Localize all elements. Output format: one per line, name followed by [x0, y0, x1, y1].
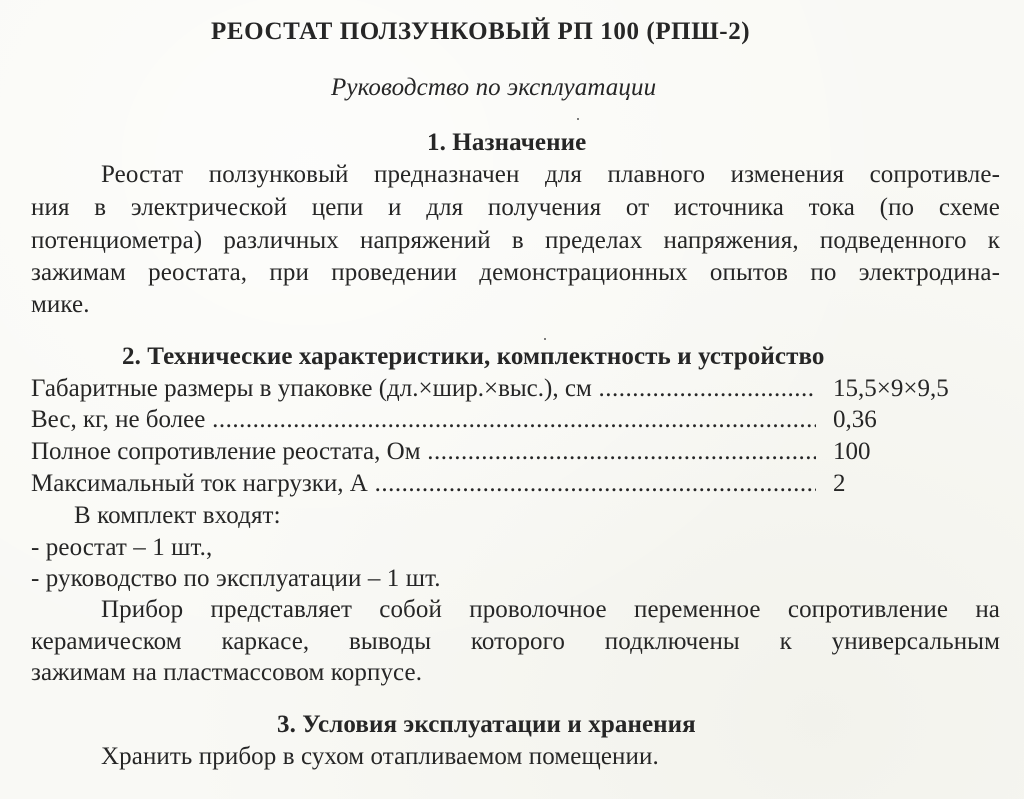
- description-line-3: зажимам на пластмассовом корпусе.: [31, 659, 423, 686]
- speck-mark: [577, 118, 579, 120]
- kit-item: - реостат – 1 шт.,: [31, 534, 213, 561]
- kit-item: - руководство по эксплуатации – 1 шт.: [31, 565, 441, 592]
- document-subtitle: Руководство по эксплуатации: [331, 74, 657, 101]
- section-3-text: Хранить прибор в сухом отапливаемом помещении.: [101, 743, 659, 770]
- kit-heading: В комплект входят:: [74, 502, 281, 529]
- spec-label: Габаритные размеры в упаковке (дл.×шир.×выс.), см .....: [31, 373, 816, 405]
- spec-value: 100: [833, 438, 871, 465]
- section-3-heading: 3. Условия эксплуатации и хранения: [277, 711, 696, 738]
- section-1-line-4: зажимам реостата, при проведении демонстрационных опытов по электродина-: [31, 259, 1000, 286]
- section-1-line-1: Реостат ползунковый предназначен для плавного изменения сопротивле-: [101, 161, 1000, 188]
- spec-label: Максимальный ток нагрузки, А .....: [31, 468, 816, 500]
- speck-mark: [544, 338, 546, 340]
- spec-value: 15,5×9×9,5: [833, 375, 949, 402]
- spec-value: 2: [833, 470, 846, 497]
- section-1-heading: 1. Назначение: [427, 129, 587, 156]
- description-line-2: керамическом каркасе, выводы которого подключены к универсальным: [31, 628, 1000, 655]
- description-line-1: Прибор представляет собой проволочное переменное сопротивление на: [101, 596, 1000, 623]
- spec-row-max-current: [31, 468, 966, 500]
- spec-label: Полное сопротивление реостата, Ом .....: [31, 436, 816, 468]
- spec-value: 0,36: [833, 406, 877, 433]
- spec-row-resistance: [31, 436, 966, 468]
- section-1-line-2: ния в электрической цепи и для получения от источника тока (по схеме: [31, 194, 1000, 221]
- section-1-line-5: мике.: [31, 291, 90, 318]
- section-1-line-3: потенциометра) различных напряжений в пределах напряжения, подведенного к: [31, 227, 1000, 254]
- spec-row-dimensions: [31, 373, 966, 405]
- spec-row-weight: [31, 404, 966, 436]
- document-title: РЕОСТАТ ПОЛЗУНКОВЫЙ РП 100 (РПШ-2): [211, 18, 751, 45]
- spec-label: Вес, кг, не более .....: [31, 404, 816, 436]
- section-2-heading: 2. Технические характеристики, комплектность и устройство: [122, 343, 825, 370]
